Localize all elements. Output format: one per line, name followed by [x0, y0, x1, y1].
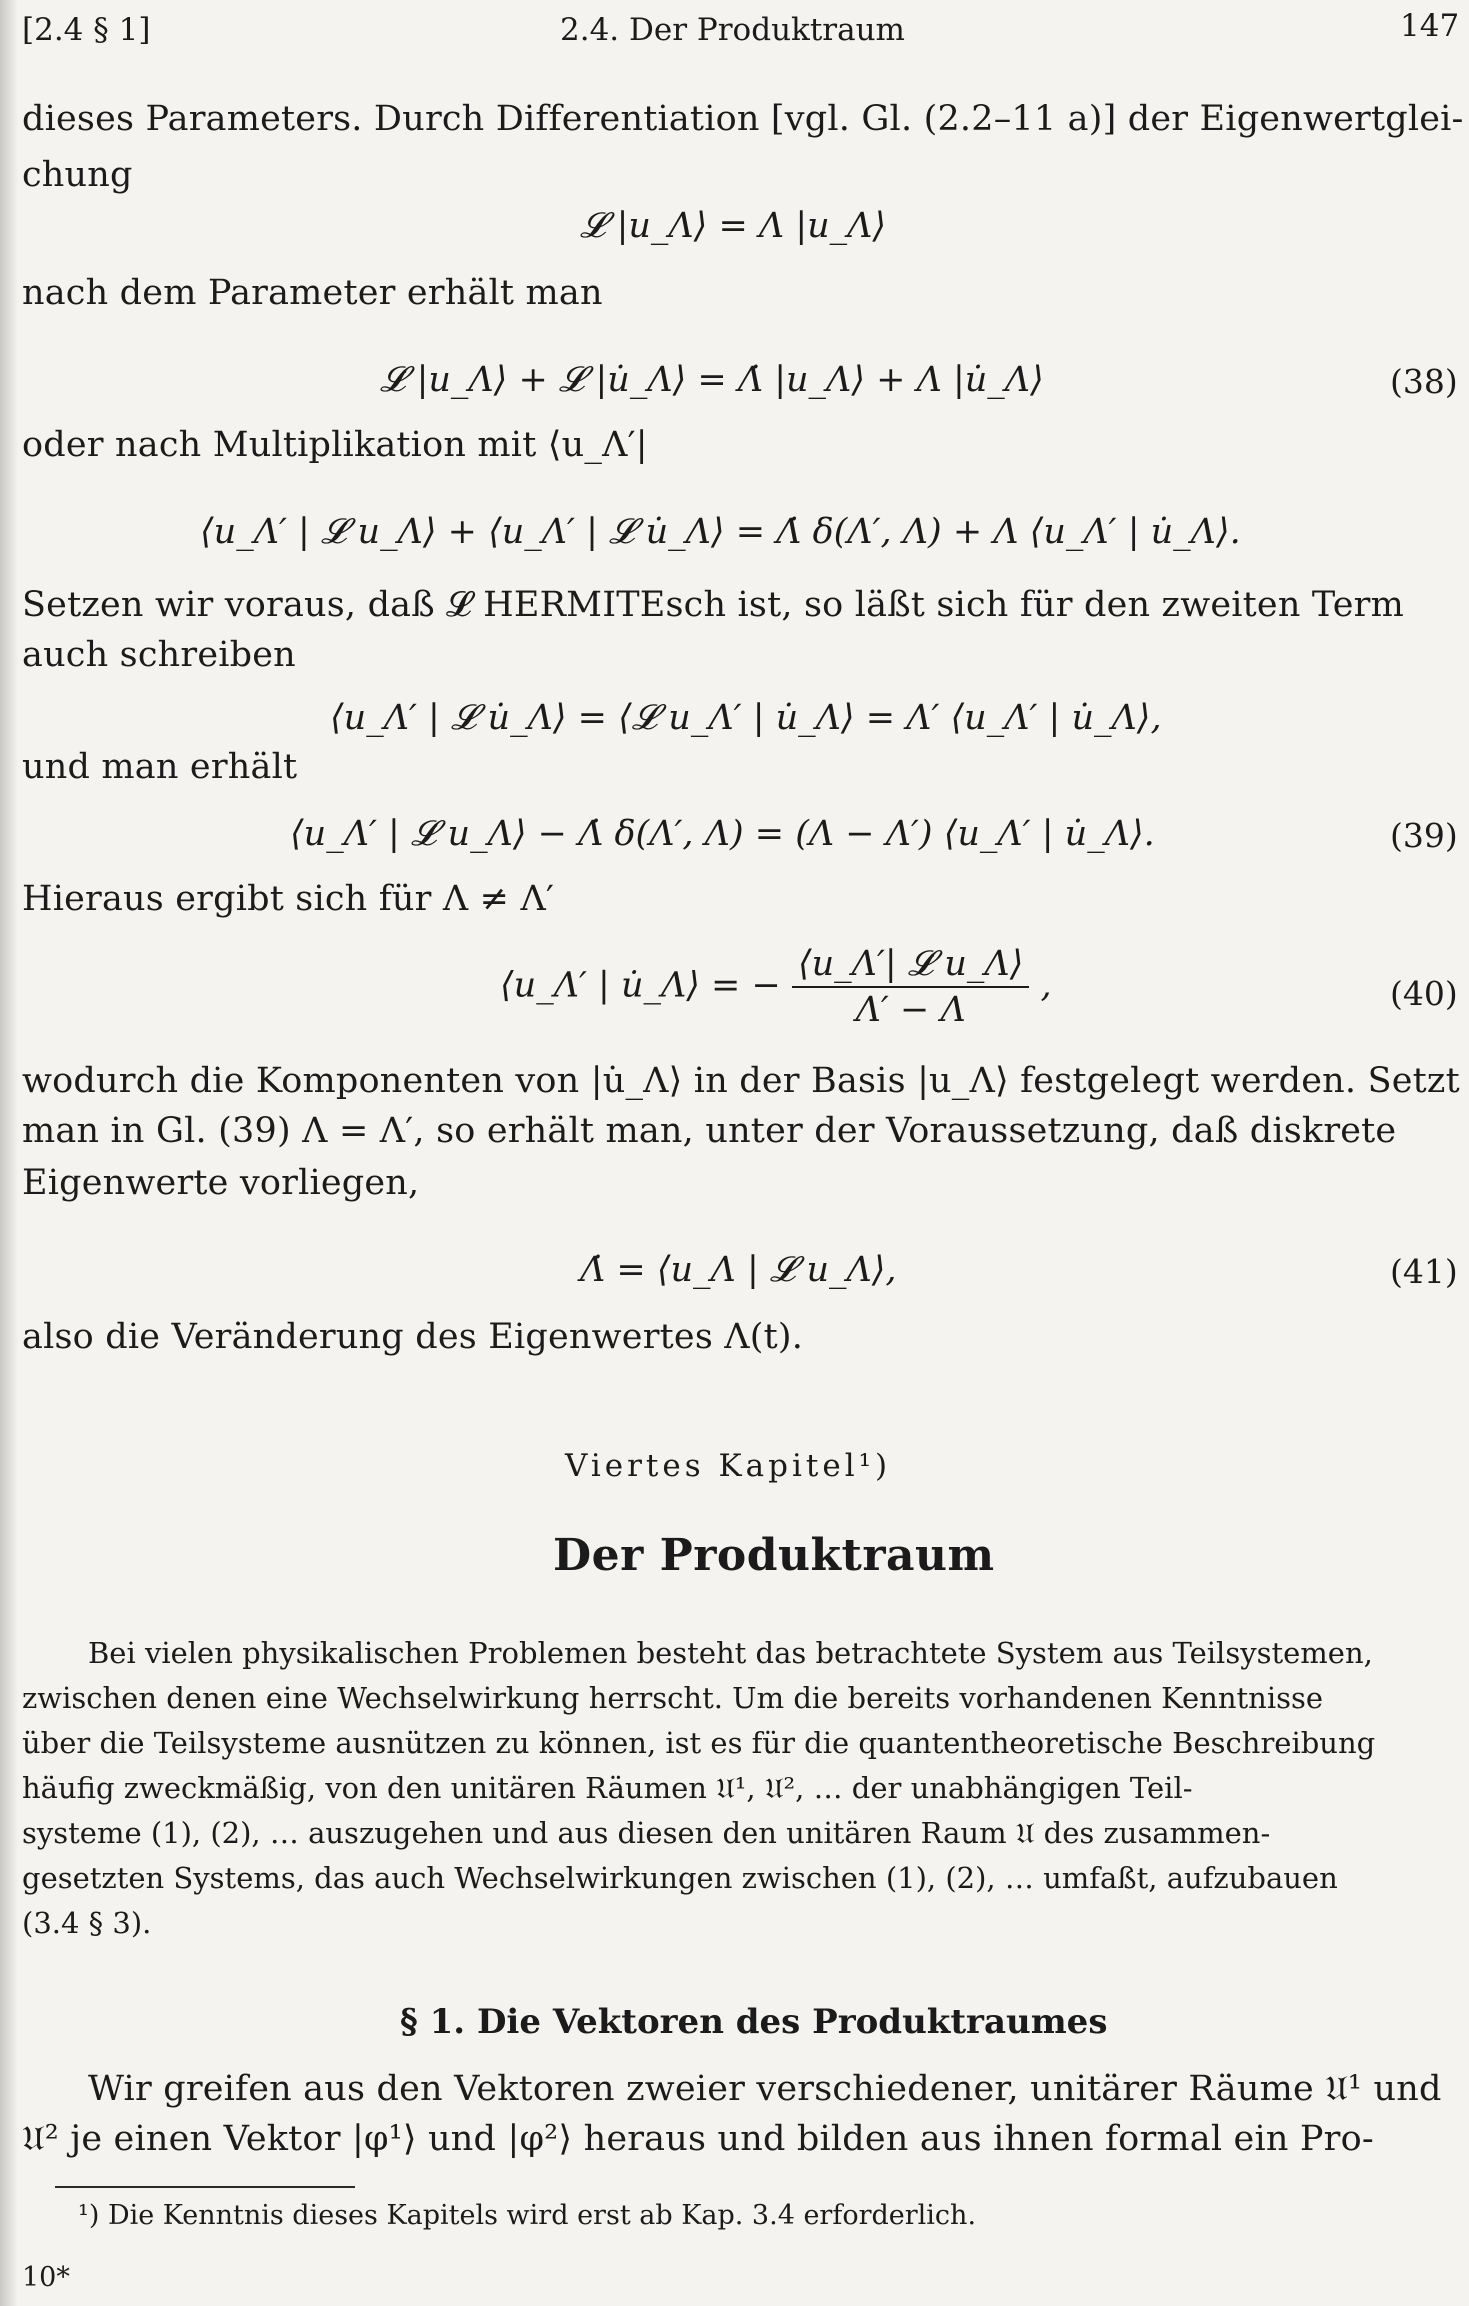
intro-line: über die Teilsysteme ausnützen zu können, ist es für die quantentheoretische Beschreibung: [22, 1726, 1376, 1760]
intro-line: zwischen denen eine Wechselwirkung herrscht. Um die bereits vorhandenen Kenntnisse: [22, 1681, 1324, 1715]
equation-number-39: (39): [1390, 816, 1458, 855]
body-line: chung: [22, 155, 133, 195]
equation-number-40: (40): [1390, 974, 1458, 1013]
footnote: ¹) Die Kenntnis dieses Kapitels wird erst ab Kap. 3.4 erforderlich.: [78, 2200, 977, 2231]
chapter-subtitle: Viertes Kapitel¹): [565, 1448, 892, 1484]
body-line: man in Gl. (39) Λ = Λ′, so erhält man, unter der Voraussetzung, daß diskrete: [22, 1111, 1397, 1151]
intro-line: systeme (1), (2), … auszugehen und aus diesen den unitären Raum 𝔘 des zusammen-: [22, 1816, 1271, 1850]
intro-line: (3.4 § 3).: [22, 1906, 152, 1940]
body-line: also die Veränderung des Eigenwertes Λ(t).: [22, 1317, 804, 1357]
chapter-title: Der Produktraum: [553, 1530, 995, 1581]
equation-eigenvalue: 𝓛 |u_Λ⟩ = Λ |u_Λ⟩: [580, 206, 887, 246]
equation-40: [500, 944, 1052, 1030]
equation-40-lhs: ⟨u_Λ′ | u̇_Λ⟩ = −: [500, 965, 781, 1006]
body-line: Setzen wir voraus, daß 𝓛 HERMITEsch ist, so läßt sich für den zweiten Term: [22, 585, 1404, 625]
intro-line: Bei vielen physikalischen Problemen besteht das betrachtete System aus Teilsystemen,: [88, 1636, 1373, 1670]
body-line: oder nach Multiplikation mit ⟨u_Λ′|: [22, 425, 648, 465]
section-title: § 1. Die Vektoren des Produktraumes: [400, 2002, 1108, 2042]
body-line: wodurch die Komponenten von |u̇_Λ⟩ in der Basis |u_Λ⟩ festgelegt werden. Setzt: [22, 1061, 1460, 1101]
section-line: Wir greifen aus den Vektoren zweier verschiedener, unitärer Räume 𝔘¹ und: [88, 2069, 1442, 2109]
footnote-rule: [55, 2186, 355, 2188]
equation-39: ⟨u_Λ′ | 𝓛̇ u_Λ⟩ − Λ̇ δ(Λ′, Λ) = (Λ − Λ′) ⟨u_Λ′ | u̇_Λ⟩.: [290, 814, 1155, 854]
equation-multiplied: ⟨u_Λ′ | 𝓛̇ u_Λ⟩ + ⟨u_Λ′ | 𝓛 u̇_Λ⟩ = Λ̇ δ(Λ′, Λ) + Λ ⟨u_Λ′ | u̇_Λ⟩.: [200, 512, 1241, 552]
fraction-denominator: Λ′ − Λ: [855, 990, 966, 1030]
body-line: Hieraus ergibt sich für Λ ≠ Λ′: [22, 879, 555, 919]
body-line: Eigenwerte vorliegen,: [22, 1163, 420, 1203]
intro-line: gesetzten Systems, das auch Wechselwirkungen zwischen (1), (2), … umfaßt, aufzubauen: [22, 1861, 1338, 1895]
binding-shadow: [0, 0, 18, 2306]
equation-38: 𝓛̇ |u_Λ⟩ + 𝓛 |u̇_Λ⟩ = Λ̇ |u_Λ⟩ + Λ |u̇_Λ⟩: [380, 360, 1044, 400]
page-number: 147: [1400, 8, 1460, 44]
body-line: dieses Parameters. Durch Differentiation [vgl. Gl. (2.2–11 a)] der Eigenwertglei-: [22, 99, 1464, 139]
equation-41: Λ̇ = ⟨u_Λ | 𝓛̇ u_Λ⟩,: [580, 1250, 897, 1290]
equation-hermitian: ⟨u_Λ′ | 𝓛 u̇_Λ⟩ = ⟨𝓛 u_Λ′ | u̇_Λ⟩ = Λ′ ⟨u_Λ′ | u̇_Λ⟩,: [330, 698, 1162, 738]
body-line: und man erhält: [22, 747, 298, 787]
fraction-numerator: ⟨u_Λ′| 𝓛̇ u_Λ⟩: [792, 944, 1029, 988]
section-line: 𝔘² je einen Vektor |φ¹⟩ und |φ²⟩ heraus und bilden aus ihnen formal ein Pro-: [22, 2119, 1374, 2159]
equation-number-38: (38): [1390, 362, 1458, 401]
body-line: auch schreiben: [22, 635, 296, 675]
equation-40-fraction: [792, 944, 1029, 1030]
equation-40-tail: ,: [1040, 965, 1052, 1006]
intro-line: häufig zweckmäßig, von den unitären Räumen 𝔘¹, 𝔘², … der unabhängigen Teil-: [22, 1771, 1193, 1805]
header-chapter-title: 2.4. Der Produktraum: [560, 12, 905, 48]
header-section-ref: [2.4 § 1]: [22, 12, 151, 48]
signature-mark: 10*: [22, 2262, 70, 2293]
equation-number-41: (41): [1390, 1252, 1458, 1291]
body-line: nach dem Parameter erhält man: [22, 273, 603, 313]
